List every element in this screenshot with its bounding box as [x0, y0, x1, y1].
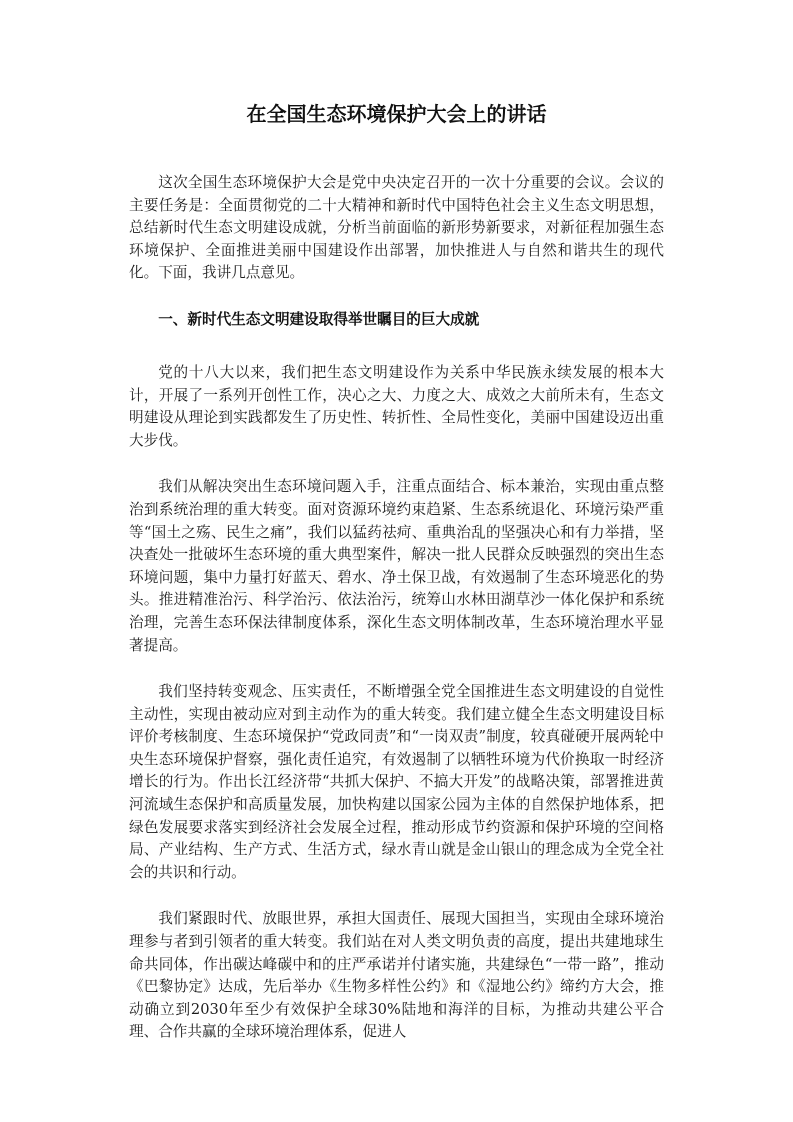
section-heading-1: 一、新时代生态文明建设取得举世瞩目的巨大成就	[158, 310, 480, 328]
document-page	[129, 100, 664, 1068]
section1-paragraph-1: 党的十八大以来，我们把生态文明建设作为关系中华民族永续发展的根本大计，开展了一系列开创性工作，决心之大、力度之大、成效之大前所未有，生态文明建设从理论到实践都发生了历史性、转折性、全局性变化，美丽中国建设迈出重大步伐。	[129, 363, 664, 449]
section1-paragraph-2: 我们从解决突出生态环境问题入手，注重点面结合、标本兼治，实现由重点整治到系统治理的重大转变。面对资源环境约束趋紧、生态系统退化、环境污染严重等“国土之殇、民生之痛”，我们以猛药祛疴、重典治乱的坚强决心和有力举措，坚决查处一批破坏生态环境的重大典型案件，解决一批人民群众反映强烈的突出生态环境问题，集中力量打好蓝天、碧水、净土保卫战，有效遏制了生态环境恶化的势头。推进精准治污、科学治污、依法治污，统筹山水林田湖草沙一体化保护和系统治理，完善生态环保法律制度体系，深化生态文明体制改革，生态环境治理水平显著提高。	[129, 478, 664, 654]
intro-paragraph: 这次全国生态环境保护大会是党中央决定召开的一次十分重要的会议。会议的主要任务是：全面贯彻党的二十大精神和新时代中国特色社会主义生态文明思想，总结新时代生态文明建设成就，分析当前面临的新形势新要求，对新征程加强生态环境保护、全面推进美丽中国建设作出部署，加快推进人与自然和谐共生的现代化。下面，我讲几点意见。	[129, 174, 664, 282]
document-title: 在全国生态环境保护大会上的讲话	[246, 102, 547, 126]
section1-paragraph-4: 我们紧跟时代、放眼世界，承担大国责任、展现大国担当，实现由全球环境治理参与者到引领者的重大转变。我们站在对人类文明负责的高度，提出共建地球生命共同体，作出碳达峰碳中和的庄严承诺并付诸实施，共建绿色“一带一路”，推动《巴黎协定》达成，先后举办《生物多样性公约》和《湿地公约》缔约方大会，推动确立到2030年至少有效保护全球30%陆地和海洋的目标，为推动共建公平合理、合作共赢的全球环境治理体系，促进人	[129, 910, 664, 1041]
section1-paragraph-3: 我们坚持转变观念、压实责任，不断增强全党全国推进生态文明建设的自觉性主动性，实现由被动应对到主动作为的重大转变。我们建立健全生态文明建设目标评价考核制度、生态环境保护“党政同责”和“一岗双责”制度，较真碰硬开展两轮中央生态环境保护督察，强化责任追究，有效遏制了以牺牲环境为代价换取一时经济增长的行为。作出长江经济带“共抓大保护、不搞大开发”的战略决策，部署推进黄河流域生态保护和高质量发展，加快构建以国家公园为主体的自然保护地体系，把绿色发展要求落实到经济社会发展全过程，推动形成节约资源和保护环境的空间格局、产业结构、生产方式、生活方式，绿水青山就是金山银山的理念成为全党全社会的共识和行动。	[129, 683, 664, 881]
